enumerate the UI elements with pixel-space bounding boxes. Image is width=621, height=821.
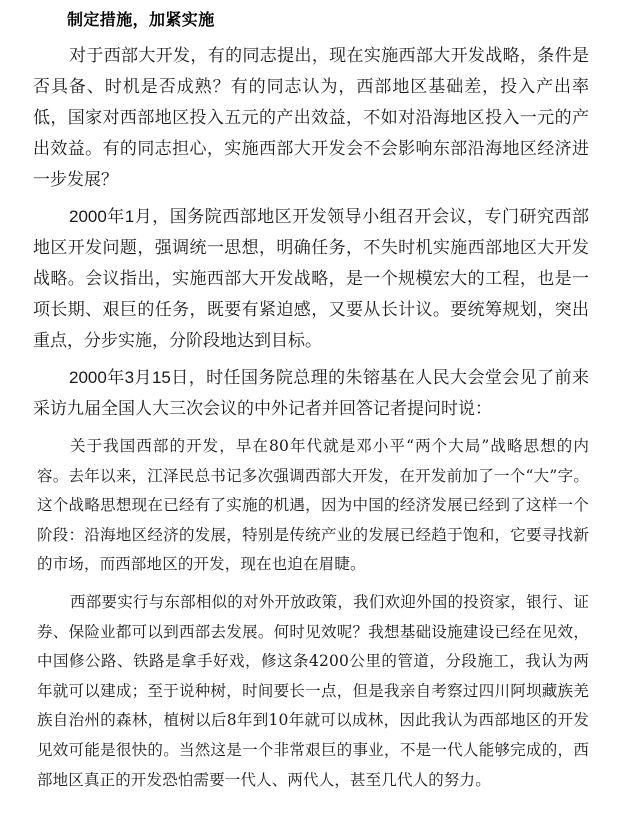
quote-spacer: [33, 424, 589, 432]
quote-paragraph-2: 西部要实行与东部相似的对外开放政策，我们欢迎外国的投资家，银行、证券、保险业都可以到西部去发展。何时见效呢？我想基础设施建设已经在见效，中国修公路、铁路是拿手好戏，修这条4200公里的管道，分段施工，我认为两年就可以建成；至于说种树，时间要长一点，但是我亲自考察过四川阿坝藏族羌族自治州的森林，植树以后8年到10年就可以成林，因此我认为西部地区的开发见效可能是很快的。当然这是一个非常艰巨的事业，不是一代人能够完成的，西部地区真正的开发恐怕需要一代人、两代人，甚至几代人的努力。: [37, 592, 589, 789]
quote-spacer: [33, 580, 589, 588]
quote-paragraph-1: 关于我国西部的开发，早在80年代就是邓小平“两个大局”战略思想的内容。去年以来，江泽民总书记多次强调西部大开发，在开发前加了一个“大”字。这个战略思想现在已经有了实施的机遇，因为中国的经济发展已经到了这样一个阶段：沿海地区经济的发展，特别是传统产业的发展已经趋于饱和，它要寻找新的市场，而西部地区的开发，现在也迫在眉睫。: [37, 437, 589, 574]
body-paragraph-2: 2000年1月，国务院西部地区开发领导小组召开会议，专门研究西部地区开发问题，强调统一思想，明确任务，不失时机实施西部地区大开发战略。会议指出，实施西部大开发战略，是一个规模宏大的工程，也是一项长期、艰巨的任务，既要有紧迫感，又要从长计议。要统筹规划，突出重点，分步实施，分阶段地达到目标。: [33, 207, 589, 350]
document-body: [33, 40, 589, 795]
page-title: 制定措施，加紧实施: [67, 12, 215, 29]
body-paragraph-3: 2000年3月15日，时任国务院总理的朱镕基在人民大会堂会见了前来采访九届全国人大三次会议的中外记者并回答记者提问时说：: [33, 368, 589, 418]
body-paragraph-1: 对于西部大开发，有的同志提出，现在实施西部大开发战略，条件是否具备、时机是否成熟？有的同志认为，西部地区基础差，投入产出率低，国家对西部地区投入五元的产出效益，不如对沿海地区投入一元的产出效益。有的同志担心，实施西部大开发会不会影响东部沿海地区经济进一步发展？: [33, 46, 589, 189]
quoted-speech-block: [33, 432, 589, 795]
